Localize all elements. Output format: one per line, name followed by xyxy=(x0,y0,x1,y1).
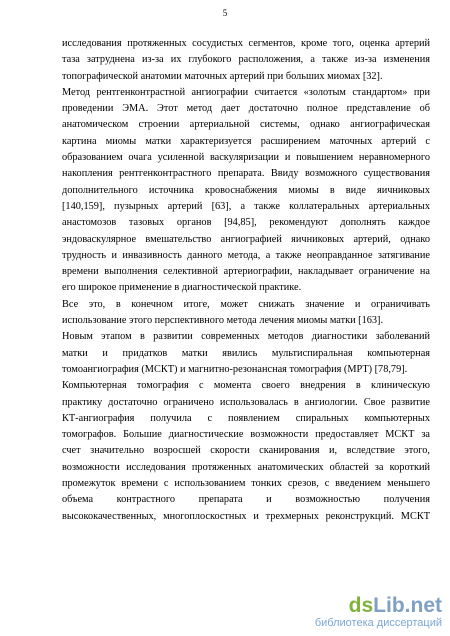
text-line: проведении ЭМА. Этот метод дает достаточно полное представление об xyxy=(62,103,430,115)
text-line: анатомическом строении артериальной системы, однако ангиографическая xyxy=(62,119,430,131)
text-line: исследования протяженных сосудистых сегментов, кроме того, оценка артерий xyxy=(62,38,430,49)
text-line: высококачественных, многоплоскостных и трехмерных реконструкций. МСКТ xyxy=(62,510,430,522)
watermark-logo xyxy=(315,595,442,630)
text-line: [140,159], пузырных артерий [63], а также коллатеральных артериальных xyxy=(62,200,430,212)
text-line: возможности исследования протяженных анатомических областей за короткий xyxy=(62,461,430,473)
text-line: дополнительного источника кровоснабжения миомы в виде яичниковых xyxy=(62,184,430,196)
text-line: томографов. Большие диагностические возможности предоставляет МСКТ за xyxy=(62,429,430,441)
watermark-brand-rest: Lib.net xyxy=(373,594,442,617)
text-line: топографической анатомии маточных артерий при больших миомах [32]. xyxy=(62,70,383,82)
text-line: использование этого перспективного метода лечения миомы матки [163]. xyxy=(62,315,384,327)
body-text xyxy=(62,36,430,525)
text-line: Метод рентгенконтрастной ангиографии считается «золотым стандартом» при xyxy=(62,86,430,98)
watermark-subtitle: библиотека диссертаций xyxy=(314,617,442,629)
text-line: промежуток времени с использованием тонких срезов, с введением меньшего xyxy=(62,478,430,490)
text-line: практику достаточно ограничено использовалась в ангиологии. Свое развитие xyxy=(62,396,430,408)
text-line: счет значительно возросшей скорости сканирования и, вследствие этого, xyxy=(62,445,430,457)
watermark-brand-prefix: ds xyxy=(348,594,374,617)
text-line: его широкое применение в диагностической практике. xyxy=(62,282,302,294)
text-line: матки и придатков матки явились мультиспиральная компьютерная xyxy=(62,347,430,359)
text-line: Все это, в конечном итоге, может снижать значение и ограничивать xyxy=(62,298,430,310)
text-line: эндоваскулярное вмешательство ангиографией яичниковых артерий, однако xyxy=(62,233,430,245)
text-line: картина миомы матки характеризуется расширением маточных артерий с xyxy=(62,135,430,147)
text-line: накопления рентгенконтрастного препарата. Ввиду возможного существования xyxy=(62,168,430,180)
text-line: томоангиография (МСКТ) и магнитно-резонансная томография (МРТ) [78,79]. xyxy=(62,363,408,375)
text-line: Компьютерная томография с момента своего внедрения в клиническую xyxy=(62,380,430,392)
text-line: времени выполнения селективной артериографии, накладывает ограничение на xyxy=(62,266,430,278)
text-line: объема контрастного препарата и возможностью получения xyxy=(62,494,430,506)
page-number: 5 xyxy=(222,8,228,18)
text-line: анастомозов тазовых органов [94,85], рекомендуют дополнять каждое xyxy=(62,217,430,229)
text-line: КТ-ангиография получила с появлением спиральных компьютерных xyxy=(62,412,430,424)
text-line: трудность и инвазивность данного метода, а также неоправданное затягивание xyxy=(62,249,430,261)
watermark-brand xyxy=(315,595,442,617)
text-line: таза затруднена из-за их глубокого расположения, а также из-за изменения xyxy=(62,54,430,66)
text-line: Новым этапом в развитии современных методов диагностики заболеваний xyxy=(62,331,430,343)
text-line: образованием очага усиленной васкуляризации и повышением неравномерного xyxy=(62,152,430,164)
